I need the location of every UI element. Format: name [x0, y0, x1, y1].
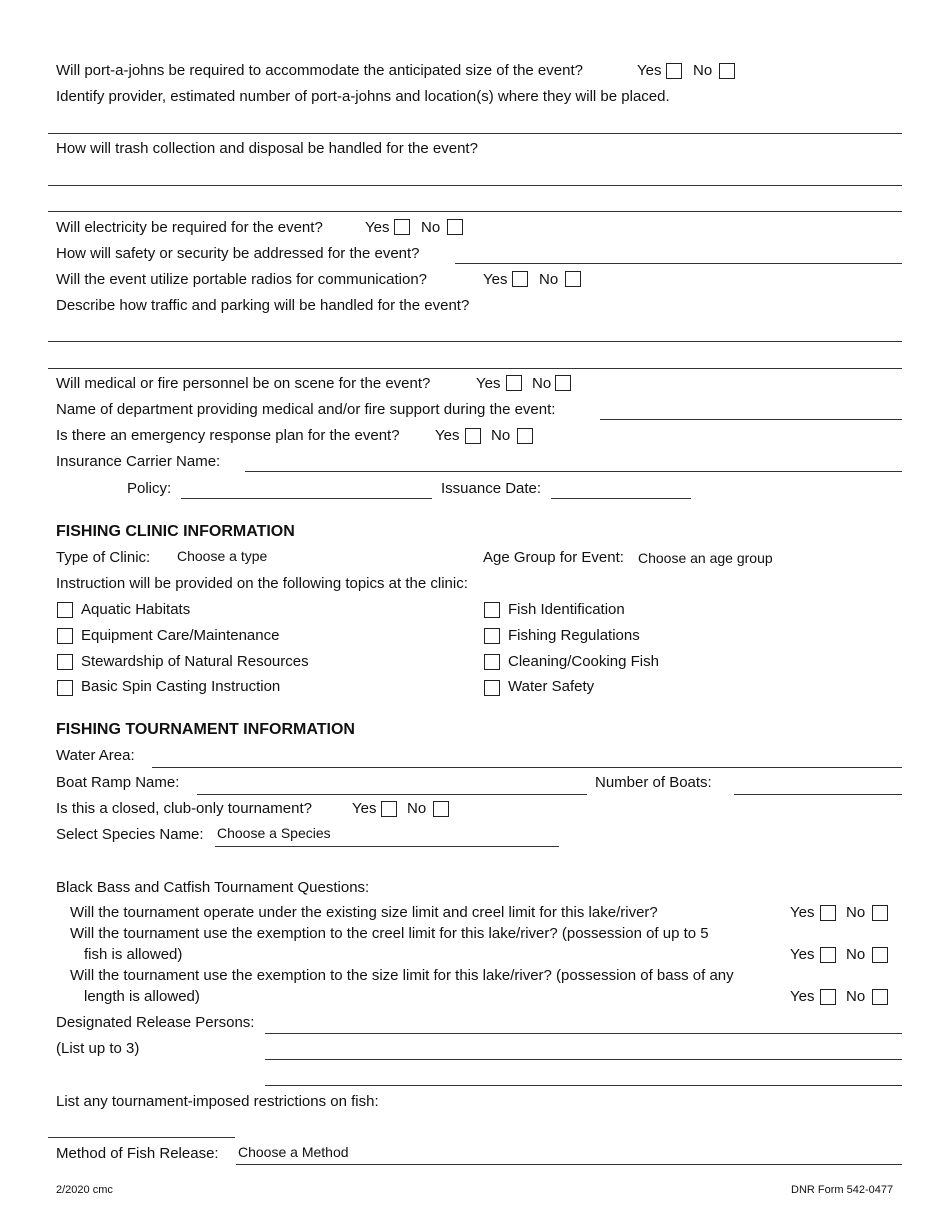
q1-no-checkbox[interactable] — [872, 905, 888, 921]
topic-label: Aquatic Habitats — [81, 601, 191, 618]
port-a-johns-question: Will port-a-johns be required to accommodate the anticipated size of the event? — [56, 62, 583, 79]
electricity-no-label: No — [421, 219, 441, 236]
medical-no-checkbox[interactable] — [555, 375, 571, 391]
creel-exemption-question-cont: fish is allowed) — [84, 946, 183, 963]
department-answer-line[interactable] — [600, 419, 902, 420]
electricity-yes-label: Yes — [365, 219, 390, 236]
q1-yes-checkbox[interactable] — [820, 905, 836, 921]
emergency-no-label: No — [491, 427, 511, 444]
species-dropdown-underline — [215, 846, 559, 847]
policy-label: Policy: — [127, 480, 172, 497]
topic-label: Equipment Care/Maintenance — [81, 627, 280, 644]
size-exemption-question-cont: length is allowed) — [84, 988, 200, 1005]
release-persons-note: (List up to 3) — [56, 1040, 140, 1057]
topic-label: Cleaning/Cooking Fish — [508, 653, 659, 670]
radios-yes-label: Yes — [483, 271, 508, 288]
port-no-checkbox[interactable] — [719, 63, 735, 79]
traffic-question: Describe how traffic and parking will be handled for the event? — [56, 297, 470, 314]
topic-label: Stewardship of Natural Resources — [81, 653, 309, 670]
medical-no-label: No — [532, 375, 552, 392]
safety-question: How will safety or security be addressed for the event? — [56, 245, 420, 262]
emergency-yes-checkbox[interactable] — [465, 428, 481, 444]
topic-checkbox-stewardship[interactable] — [57, 654, 73, 670]
q3-yes-checkbox[interactable] — [820, 989, 836, 1005]
radios-yes-checkbox[interactable] — [512, 271, 528, 287]
port-no-label: No — [693, 62, 713, 79]
footer-revision: 2/2020 cmc — [56, 1184, 113, 1196]
number-of-boats-field[interactable] — [734, 794, 902, 795]
restrictions-question: List any tournament-imposed restrictions on fish: — [56, 1093, 379, 1110]
topic-label: Fish Identification — [508, 601, 625, 618]
q3-yes-label: Yes — [790, 988, 815, 1005]
age-group-label: Age Group for Event: — [483, 549, 624, 566]
emergency-yes-label: Yes — [435, 427, 460, 444]
tournament-heading: FISHING TOURNAMENT INFORMATION — [56, 721, 355, 738]
medical-yes-label: Yes — [476, 375, 501, 392]
port-yes-checkbox[interactable] — [666, 63, 682, 79]
issuance-date-label: Issuance Date: — [441, 480, 542, 497]
number-of-boats-label: Number of Boats: — [595, 774, 712, 791]
section-divider — [48, 368, 902, 369]
size-exemption-question: Will the tournament use the exemption to the size limit for this lake/river? (possession of bass of any — [70, 967, 734, 984]
trash-question: How will trash collection and disposal be handled for the event? — [56, 140, 478, 157]
age-group-dropdown[interactable]: Choose an age group — [638, 550, 773, 566]
size-creel-limit-question: Will the tournament operate under the existing size limit and creel limit for this lake/river? — [70, 904, 658, 921]
radios-question: Will the event utilize portable radios for communication? — [56, 271, 428, 288]
closed-yes-checkbox[interactable] — [381, 801, 397, 817]
species-dropdown[interactable]: Choose a Species — [217, 825, 331, 841]
q3-no-label: No — [846, 988, 866, 1005]
insurance-carrier-field[interactable] — [245, 471, 902, 472]
insurance-carrier-label: Insurance Carrier Name: — [56, 453, 221, 470]
q1-no-label: No — [846, 904, 866, 921]
release-method-label: Method of Fish Release: — [56, 1145, 219, 1162]
trash-answer-line[interactable] — [48, 185, 902, 186]
clinic-type-label: Type of Clinic: — [56, 549, 151, 566]
topic-label: Fishing Regulations — [508, 627, 640, 644]
creel-exemption-question: Will the tournament use the exemption to the creel limit for this lake/river? (possession of up to 5 — [70, 925, 709, 942]
closed-tournament-question: Is this a closed, club-only tournament? — [56, 800, 312, 817]
topic-checkbox-fishing-regulations[interactable] — [484, 628, 500, 644]
topic-checkbox-fish-identification[interactable] — [484, 602, 500, 618]
release-persons-label: Designated Release Persons: — [56, 1014, 255, 1031]
closed-yes-label: Yes — [352, 800, 377, 817]
topic-checkbox-spin-casting[interactable] — [57, 680, 73, 696]
topic-checkbox-equipment-care[interactable] — [57, 628, 73, 644]
electricity-yes-checkbox[interactable] — [394, 219, 410, 235]
closed-no-label: No — [407, 800, 427, 817]
traffic-answer-line[interactable] — [48, 341, 902, 342]
clinic-topics-intro: Instruction will be provided on the following topics at the clinic: — [56, 575, 468, 592]
topic-checkbox-water-safety[interactable] — [484, 680, 500, 696]
radios-no-label: No — [539, 271, 559, 288]
clinic-heading: FISHING CLINIC INFORMATION — [56, 523, 295, 540]
topic-checkbox-aquatic-habitats[interactable] — [57, 602, 73, 618]
emergency-no-checkbox[interactable] — [517, 428, 533, 444]
port-a-johns-answer-line[interactable] — [48, 133, 902, 134]
topic-label: Basic Spin Casting Instruction — [81, 678, 281, 695]
clinic-type-dropdown[interactable]: Choose a type — [177, 548, 268, 564]
q2-yes-label: Yes — [790, 946, 815, 963]
water-area-label: Water Area: — [56, 747, 135, 764]
q1-yes-label: Yes — [790, 904, 815, 921]
port-yes-label: Yes — [637, 62, 662, 79]
section-divider — [48, 211, 902, 212]
safety-answer-line[interactable] — [455, 263, 902, 264]
department-question: Name of department providing medical and/or fire support during the event: — [56, 401, 556, 418]
species-label: Select Species Name: — [56, 826, 204, 843]
q2-no-label: No — [846, 946, 866, 963]
restrictions-answer-line[interactable] — [48, 1137, 235, 1138]
release-person-field-2[interactable] — [265, 1059, 902, 1060]
policy-field[interactable] — [181, 498, 432, 499]
topic-label: Water Safety — [508, 678, 595, 695]
boat-ramp-field[interactable] — [197, 794, 587, 795]
release-person-field-3[interactable] — [265, 1085, 902, 1086]
medical-question: Will medical or fire personnel be on scene for the event? — [56, 375, 431, 392]
release-method-dropdown[interactable]: Choose a Method — [238, 1144, 349, 1160]
medical-yes-checkbox[interactable] — [506, 375, 522, 391]
bass-catfish-heading: Black Bass and Catfish Tournament Questions: — [56, 879, 370, 896]
radios-no-checkbox[interactable] — [565, 271, 581, 287]
q2-yes-checkbox[interactable] — [820, 947, 836, 963]
water-area-field[interactable] — [152, 767, 902, 768]
port-a-johns-instructions: Identify provider, estimated number of port-a-johns and location(s) where they will be placed. — [56, 88, 670, 105]
footer-form-number: DNR Form 542-0477 — [791, 1184, 894, 1196]
issuance-date-field[interactable] — [551, 498, 691, 499]
emergency-plan-question: Is there an emergency response plan for the event? — [56, 427, 400, 444]
electricity-question: Will electricity be required for the event? — [56, 219, 323, 236]
electricity-no-checkbox[interactable] — [447, 219, 463, 235]
q3-no-checkbox[interactable] — [872, 989, 888, 1005]
boat-ramp-label: Boat Ramp Name: — [56, 774, 180, 791]
closed-no-checkbox[interactable] — [433, 801, 449, 817]
release-person-field-1[interactable] — [265, 1033, 902, 1034]
topic-checkbox-cleaning-cooking[interactable] — [484, 654, 500, 670]
release-method-underline — [236, 1164, 902, 1165]
q2-no-checkbox[interactable] — [872, 947, 888, 963]
